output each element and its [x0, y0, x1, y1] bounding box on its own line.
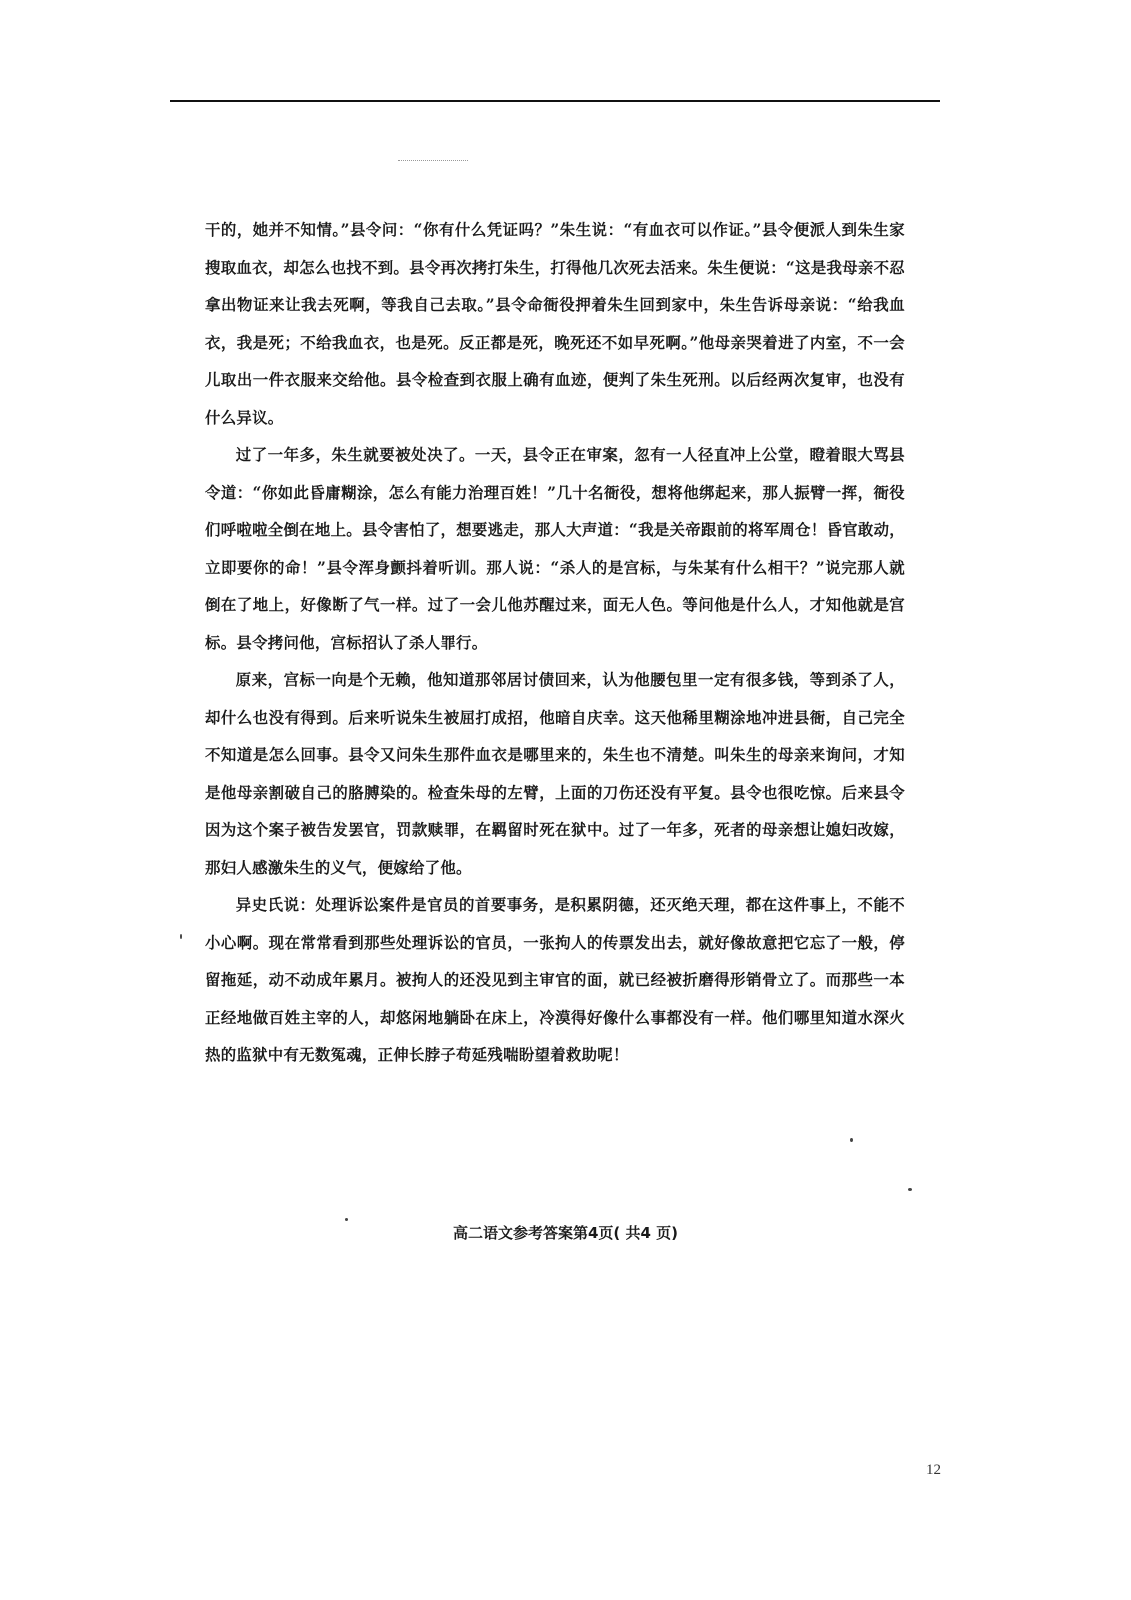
scan-speck — [180, 934, 182, 939]
top-rule — [170, 100, 940, 102]
page-footer: 高二语文参考答案第4页( 共4 页) — [452, 1224, 679, 1242]
paragraph-gongbiao: 原来，宫标一向是个无赖，他知道那邻居讨债回来，认为他腰包里一定有很多钱，等到杀了人，却什么也没有得到。后来听说朱生被屈打成招，他暗自庆幸。这天他稀里糊涂地冲进县衙，自己完全不知道是怎么回事。县令又问朱生那件血衣是哪里来的，朱生也不清楚。叫朱生的母亲来询问，才知是他母亲割破自己的胳膊染的。检查朱母的左臂，上面的刀伤还没有平复。县令也很吃惊。后来县令因为这个案子被告发罢官，罚款赎罪，在羁留时死在狱中。过了一年多，死者的母亲想让媳妇改嫁，那妇人感激朱生的义气，便嫁给了他。 — [205, 671, 905, 877]
paragraph-zhoucang: 过了一年多，朱生就要被处决了。一天，县令正在审案，忽有一人径直冲上公堂，瞪着眼大骂县令道：“你如此昏庸糊涂，怎么有能力治理百姓！”几十名衙役，想将他绑起来，那人振臂一挥，衙役们呼啦啦全倒在地上。县令害怕了，想要逃走，那人大声道：“我是关帝跟前的将军周仓！昏官敢动，立即要你的命！”县令浑身颤抖着听训。那人说：“杀人的是宫标，与朱某有什么相干？”说完那人就倒在了地上，好像断了气一样。过了一会儿他苏醒过来，面无人色。等问他是什么人，才知他就是宫标。县令拷问他，宫标招认了杀人罪行。 — [205, 446, 905, 652]
scan-mark — [398, 160, 468, 161]
body-text — [205, 212, 905, 1075]
page-number: 12 — [926, 1462, 941, 1478]
paragraph-continued: 干的，她并不知情。”县令问：“你有什么凭证吗？”朱生说：“有血衣可以作证。”县令便派人到朱生家搜取血衣，却怎么也找不到。县令再次拷打朱生，打得他几次死去活来。朱生便说：“这是我母亲不忍拿出物证来让我去死啊，等我自己去取。”县令命衙役押着朱生回到家中，朱生告诉母亲说：“给我血衣，我是死；不给我血衣，也是死。反正都是死，晚死还不如早死啊。”他母亲哭着进了内室，不一会儿取出一件衣服来交给他。县令检查到衣服上确有血迹，便判了朱生死刑。以后经两次复审，也没有什么异议。 — [205, 221, 905, 427]
paragraph-commentary: 异史氏说：处理诉讼案件是官员的首要事务，是积累阴德，还灭绝天理，都在这件事上，不能不小心啊。现在常常看到那些处理诉讼的官员，一张拘人的传票发出去，就好像故意把它忘了一般，停留拖延，动不动成年累月。被拘人的还没见到主审官的面，就已经被折磨得形销骨立了。而那些一本正经地做百姓主宰的人，却悠闲地躺卧在床上，冷漠得好像什么事都没有一样。他们哪里知道水深火热的监狱中有无数冤魂，正伸长脖子苟延残喘盼望着救助呢！ — [205, 896, 905, 1064]
scan-speck — [908, 1188, 912, 1191]
scan-speck — [850, 1138, 853, 1142]
scan-speck — [345, 1218, 348, 1221]
